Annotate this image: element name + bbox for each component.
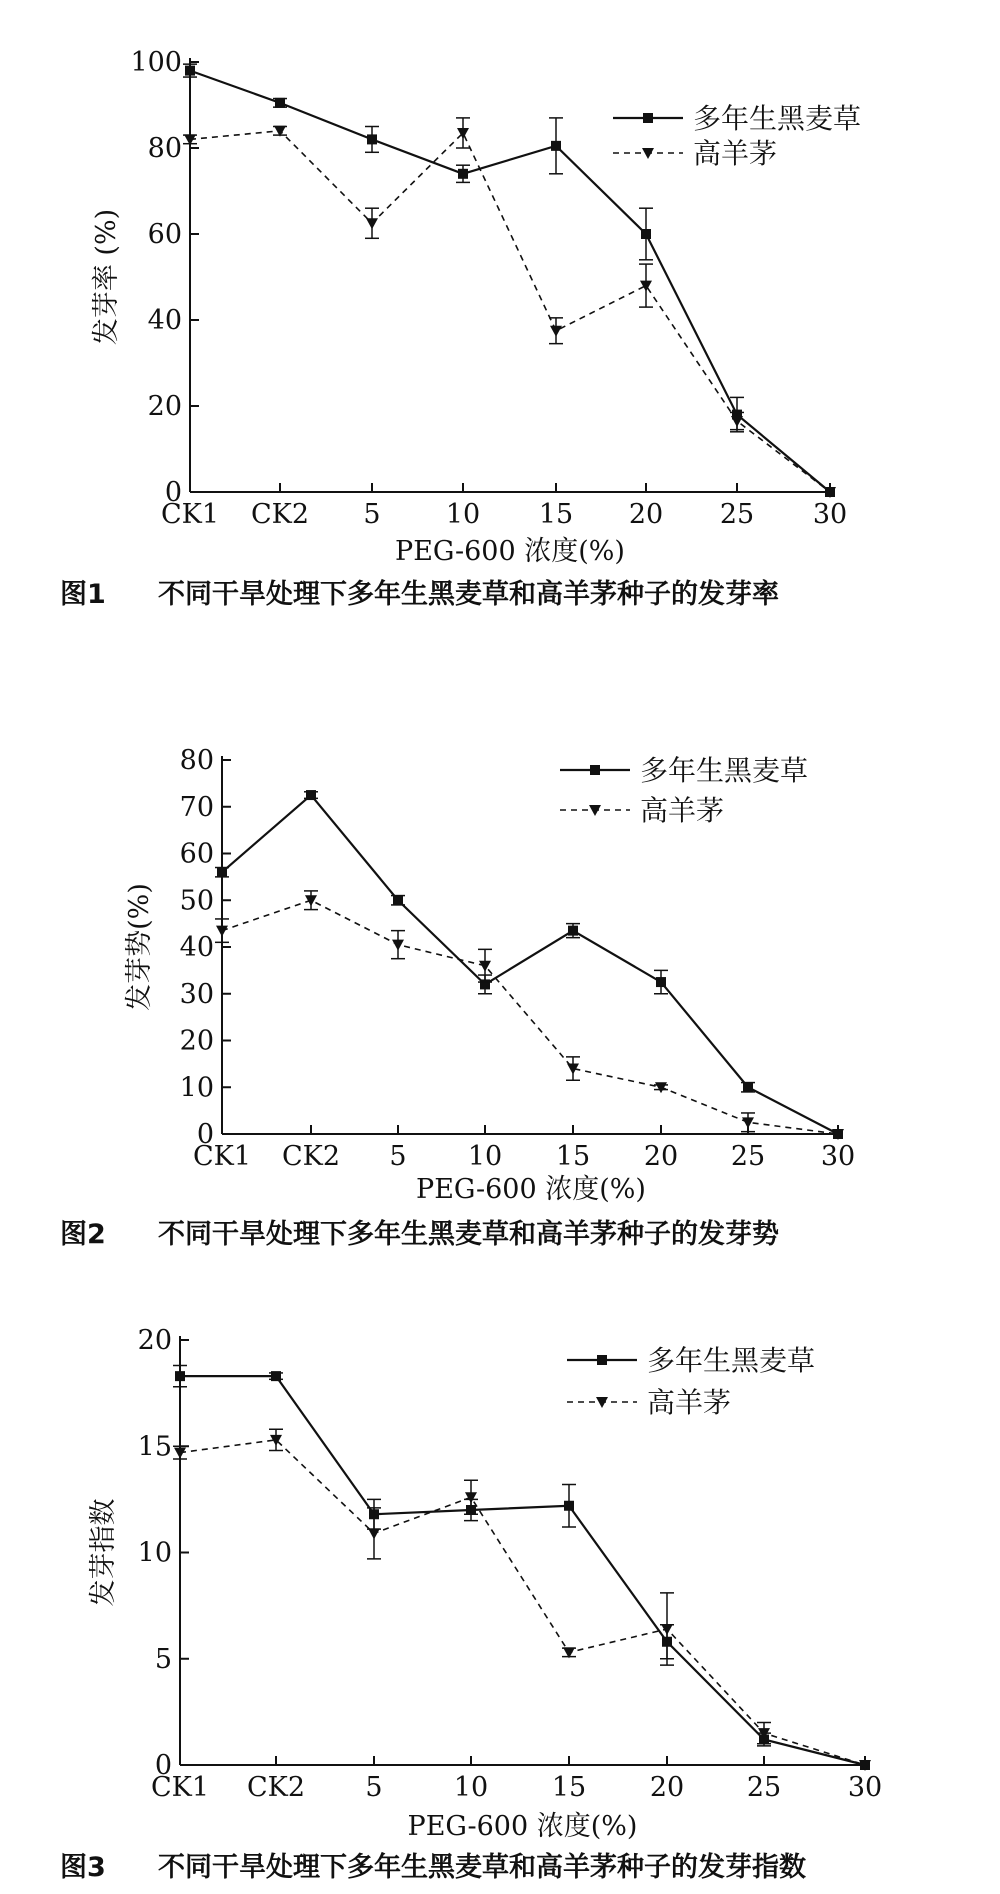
- y-tick-label: 0: [164, 477, 182, 508]
- y-tick-label: 0: [196, 1119, 214, 1150]
- data-point-square: [271, 1371, 281, 1381]
- data-point-square: [175, 1371, 185, 1381]
- y-tick-label: 20: [137, 1325, 172, 1356]
- data-point-triangle: [216, 926, 228, 937]
- x-tick-label: 10: [453, 1772, 489, 1803]
- data-point-square: [743, 1082, 753, 1092]
- legend-label: 多年生黑麦草: [640, 754, 809, 787]
- data-point-triangle: [731, 416, 743, 427]
- x-tick-label: CK1: [160, 499, 220, 530]
- x-tick-label: 10: [445, 499, 481, 530]
- legend-marker-triangle: [589, 805, 601, 816]
- figure-caption: [60, 572, 779, 611]
- germination-rate-chart: [0, 0, 1000, 570]
- series-line-tall-fescue: [180, 1440, 865, 1765]
- y-tick-label: 80: [179, 745, 214, 776]
- data-point-triangle: [655, 1082, 667, 1093]
- x-tick-label: 15: [538, 499, 574, 530]
- x-tick-label: 5: [365, 1772, 383, 1803]
- germination-potential-chart: [0, 700, 1000, 1210]
- legend-marker-square: [590, 765, 600, 775]
- x-tick-label: CK2: [281, 1141, 341, 1172]
- legend-marker-triangle: [596, 1397, 608, 1408]
- x-axis-label: PEG-600 浓度(%): [407, 1811, 638, 1842]
- data-point-triangle: [174, 1448, 186, 1459]
- figure-caption: [60, 1212, 779, 1251]
- legend-label: 多年生黑麦草: [693, 102, 862, 135]
- x-tick-label: 20: [649, 1772, 685, 1803]
- figure-caption-text: 不同干旱处理下多年生黑麦草和高羊茅种子的发芽势: [158, 1219, 779, 1250]
- data-point-square: [185, 66, 195, 76]
- figure-number: 图2: [60, 1219, 106, 1250]
- data-point-square: [367, 134, 377, 144]
- y-axis-label: 发芽指数: [88, 1498, 119, 1607]
- x-axis-label: PEG-600 浓度(%): [416, 1174, 646, 1205]
- y-tick-label: 10: [137, 1537, 172, 1569]
- data-point-triangle: [742, 1117, 754, 1128]
- y-tick-label: 50: [179, 885, 214, 917]
- y-tick-label: 0: [154, 1750, 172, 1781]
- x-tick-label: 20: [643, 1141, 679, 1172]
- x-tick-label: 30: [820, 1141, 856, 1172]
- series-line-tall-fescue: [190, 131, 830, 492]
- legend-label: 多年生黑麦草: [647, 1344, 816, 1377]
- x-tick-label: 25: [730, 1141, 766, 1172]
- y-tick-label: 20: [179, 1025, 214, 1057]
- figure-number: 图1: [60, 579, 106, 610]
- y-tick-label: 40: [147, 305, 182, 336]
- x-tick-label: CK1: [150, 1772, 210, 1803]
- x-tick-label: 30: [812, 499, 848, 530]
- data-point-square: [393, 895, 403, 905]
- y-tick-label: 30: [179, 978, 214, 1010]
- data-point-triangle: [392, 940, 404, 951]
- data-point-triangle: [366, 218, 378, 229]
- data-point-square: [551, 141, 561, 151]
- x-tick-label: 5: [363, 499, 381, 530]
- x-tick-label: 30: [847, 1772, 883, 1803]
- germination-index-chart: [0, 1300, 1000, 1845]
- x-tick-label: 15: [555, 1141, 591, 1172]
- data-point-triangle: [465, 1492, 477, 1503]
- y-tick-label: 5: [154, 1643, 172, 1675]
- figure-caption: [60, 1845, 806, 1884]
- x-tick-label: CK2: [246, 1772, 306, 1803]
- data-point-square: [564, 1501, 574, 1511]
- germination-index-figure: [0, 1300, 1000, 1894]
- x-tick-label: CK1: [192, 1141, 252, 1172]
- y-tick-label: 60: [147, 219, 182, 250]
- y-tick-label: 15: [137, 1431, 172, 1463]
- figure-number: 图3: [60, 1852, 106, 1883]
- legend-marker-triangle: [642, 148, 654, 159]
- germination-rate-figure: [0, 0, 1000, 640]
- y-tick-label: 20: [147, 391, 182, 422]
- data-point-square: [458, 169, 468, 179]
- series-line-perennial-ryegrass: [180, 1376, 865, 1765]
- figure-caption-text: 不同干旱处理下多年生黑麦草和高羊茅种子的发芽指数: [158, 1852, 806, 1883]
- x-tick-label: CK2: [250, 499, 310, 530]
- data-point-square: [306, 790, 316, 800]
- series-line-tall-fescue: [222, 900, 838, 1134]
- x-tick-label: 25: [719, 499, 755, 530]
- legend-label: 高羊茅: [647, 1386, 732, 1419]
- y-tick-label: 70: [179, 791, 214, 823]
- y-tick-label: 80: [147, 133, 182, 164]
- x-axis-label: PEG-600 浓度(%): [395, 536, 625, 567]
- legend-marker-square: [597, 1355, 607, 1365]
- y-tick-label: 100: [130, 47, 182, 78]
- y-axis-label: 发芽势(%): [124, 883, 155, 1011]
- legend-label: 高羊茅: [640, 794, 725, 827]
- data-point-square: [641, 229, 651, 239]
- data-point-square: [568, 926, 578, 936]
- data-point-square: [275, 98, 285, 108]
- germination-potential-figure: [0, 700, 1000, 1260]
- x-tick-label: 15: [551, 1772, 587, 1803]
- data-point-square: [656, 977, 666, 987]
- legend-label: 高羊茅: [693, 137, 778, 170]
- x-tick-label: 10: [467, 1141, 503, 1172]
- y-tick-label: 40: [179, 932, 214, 963]
- data-point-triangle: [640, 281, 652, 292]
- data-point-square: [217, 867, 227, 877]
- data-point-triangle: [661, 1624, 673, 1635]
- data-point-triangle: [368, 1528, 380, 1539]
- y-axis-label: 发芽率 (%): [91, 208, 122, 346]
- figure-caption-text: 不同干旱处理下多年生黑麦草和高羊茅种子的发芽率: [158, 579, 779, 610]
- legend-marker-square: [643, 113, 653, 123]
- data-point-triangle: [550, 326, 562, 337]
- x-tick-label: 5: [389, 1141, 407, 1172]
- y-tick-label: 60: [179, 838, 214, 870]
- x-tick-label: 25: [746, 1772, 782, 1803]
- y-tick-label: 10: [179, 1072, 214, 1104]
- x-tick-label: 20: [628, 499, 664, 530]
- data-point-triangle: [305, 895, 317, 906]
